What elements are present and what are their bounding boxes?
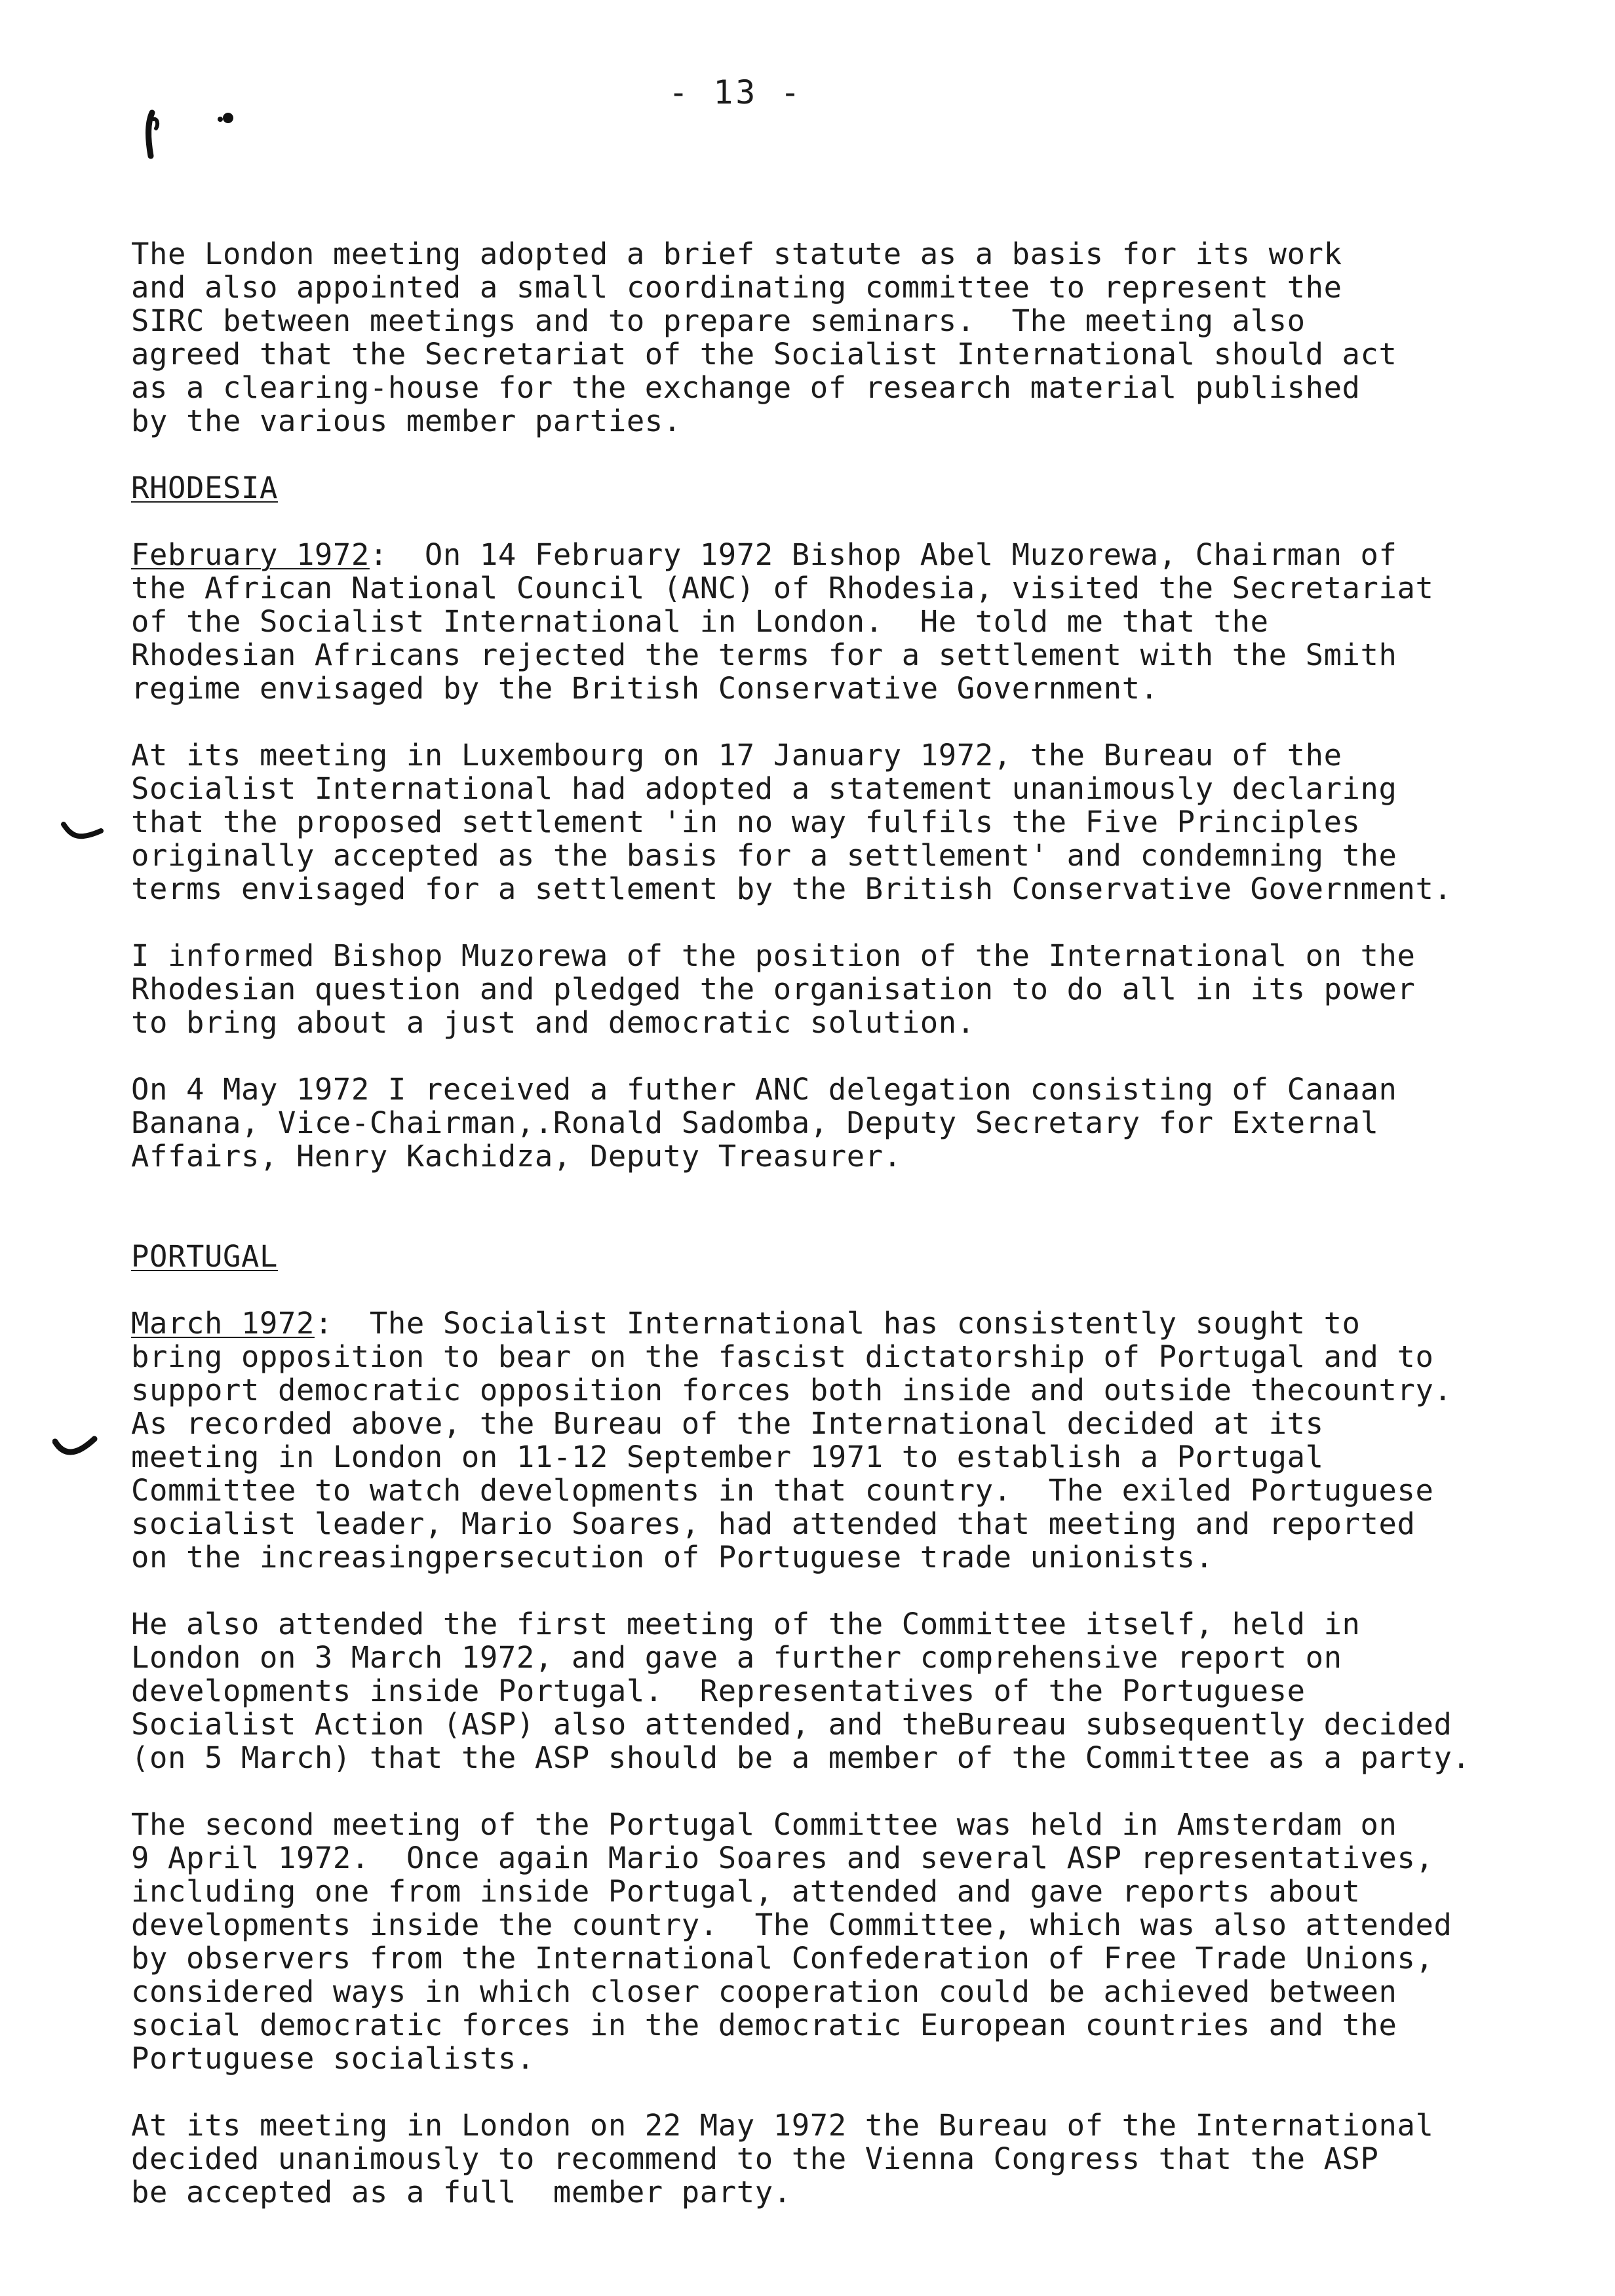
- text-line: developments inside Portugal. Representatives of the Portuguese: [131, 1674, 1306, 1708]
- text-line: including one from inside Portugal, attended and gave reports about: [131, 1874, 1361, 1909]
- text-line: Socialist International had adopted a statement unanimously declaring: [131, 771, 1397, 806]
- handwritten-mark-icon: [144, 105, 275, 170]
- text-line: (on 5 March) that the ASP should be a member of the Committee as a party.: [131, 1740, 1471, 1775]
- text-line: SIRC between meetings and to prepare seminars. The meeting also: [131, 303, 1306, 338]
- text-line: agreed that the Secretariat of the Socialist International should act: [131, 337, 1397, 372]
- text-line: [131, 538, 1534, 571]
- text-line: to bring about a just and democratic solution.: [131, 1005, 975, 1040]
- rhodesia-paragraph-3: [131, 939, 1534, 1039]
- section-heading-rhodesia: RHODESIA: [131, 470, 278, 505]
- text-line: 9 April 1972. Once again Mario Soares and several ASP representatives,: [131, 1841, 1434, 1875]
- text-fragment: : The Socialist International has consistently sought to: [314, 1306, 1361, 1341]
- text-line: originally accepted as the basis for a settlement' and condemning the: [131, 838, 1397, 873]
- text-line: regime envisaged by the British Conservative Government.: [131, 671, 1159, 706]
- text-line: On 4 May 1972 I received a futher ANC delegation consisting of Canaan: [131, 1072, 1397, 1107]
- text-line: on the increasingpersecution of Portuguese trade unionists.: [131, 1540, 1214, 1575]
- margin-tick-icon: [60, 819, 106, 845]
- portugal-paragraph-1: [131, 1307, 1534, 1574]
- text-line: meeting in London on 11-12 September 1971 to establish a Portugal: [131, 1440, 1324, 1474]
- text-line: I informed Bishop Muzorewa of the position of the International on the: [131, 938, 1416, 973]
- text-line: At its meeting in Luxembourg on 17 January 1972, the Bureau of the: [131, 738, 1342, 773]
- text-line: considered ways in which closer cooperation could be achieved between: [131, 1974, 1397, 2009]
- portugal-paragraph-3: [131, 1808, 1534, 2075]
- text-line: terms envisaged for a settlement by the British Conservative Government.: [131, 871, 1452, 906]
- text-line: by observers from the International Confederation of Free Trade Unions,: [131, 1941, 1434, 1976]
- text-line: that the proposed settlement 'in no way fulfils the Five Principles: [131, 805, 1361, 839]
- text-line: of the Socialist International in London. He told me that the: [131, 604, 1269, 639]
- text-line: At its meeting in London on 22 May 1972 the Bureau of the International: [131, 2108, 1434, 2143]
- text-line: social democratic forces in the democratic European countries and the: [131, 2008, 1397, 2042]
- margin-tick-icon: [52, 1435, 98, 1461]
- rhodesia-paragraph-4: [131, 1073, 1534, 1173]
- date-lead: March 1972: [131, 1306, 315, 1341]
- document-body: [131, 237, 1534, 2242]
- text-line: He also attended the first meeting of the Committee itself, held in: [131, 1607, 1361, 1641]
- text-line: decided unanimously to recommend to the Vienna Congress that the ASP: [131, 2141, 1379, 2176]
- text-fragment: : On 14 February 1972 Bishop Abel Muzorewa, Chairman of: [369, 537, 1397, 572]
- intro-paragraph: [131, 237, 1534, 438]
- spacer: [131, 1206, 1534, 1240]
- text-line: developments inside the country. The Committee, which was also attended: [131, 1907, 1452, 1942]
- text-line: Rhodesian Africans rejected the terms for a settlement with the Smith: [131, 638, 1397, 672]
- text-line: socialist leader, Mario Soares, had attended that meeting and reported: [131, 1506, 1416, 1541]
- page-number: - 13 -: [669, 73, 803, 111]
- text-line: As recorded above, the Bureau of the International decided at its: [131, 1406, 1324, 1441]
- text-line: by the various member parties.: [131, 404, 682, 438]
- date-lead: February 1972: [131, 537, 370, 572]
- text-line: Portuguese socialists.: [131, 2041, 535, 2076]
- text-line: and also appointed a small coordinating committee to represent the: [131, 270, 1342, 305]
- text-line: the African National Council (ANC) of Rhodesia, visited the Secretariat: [131, 571, 1434, 605]
- rhodesia-paragraph-1: [131, 538, 1534, 705]
- text-line: Rhodesian question and pledged the organisation to do all in its power: [131, 972, 1416, 1006]
- text-line: The London meeting adopted a brief statute as a basis for its work: [131, 237, 1342, 271]
- text-line: London on 3 March 1972, and gave a further comprehensive report on: [131, 1640, 1342, 1675]
- text-line: bring opposition to bear on the fascist dictatorship of Portugal and to: [131, 1339, 1434, 1374]
- text-line: Affairs, Henry Kachidza, Deputy Treasurer.: [131, 1139, 902, 1174]
- portugal-paragraph-4: [131, 2109, 1534, 2209]
- text-line: Socialist Action (ASP) also attended, and theBureau subsequently decided: [131, 1707, 1452, 1742]
- text-line: Banana, Vice-Chairman,.Ronald Sadomba, Deputy Secretary for External: [131, 1105, 1379, 1140]
- portugal-paragraph-2: [131, 1607, 1534, 1774]
- text-line: The second meeting of the Portugal Committee was held in Amsterdam on: [131, 1807, 1397, 1842]
- text-line: be accepted as a full member party.: [131, 2175, 792, 2210]
- section-heading-portugal: PORTUGAL: [131, 1239, 278, 1274]
- text-line: Committee to watch developments in that country. The exiled Portuguese: [131, 1473, 1434, 1508]
- text-line: support democratic opposition forces both inside and outside thecountry.: [131, 1373, 1452, 1407]
- rhodesia-paragraph-2: [131, 738, 1534, 906]
- text-line: [131, 1307, 1534, 1340]
- text-line: as a clearing-house for the exchange of research material published: [131, 370, 1361, 405]
